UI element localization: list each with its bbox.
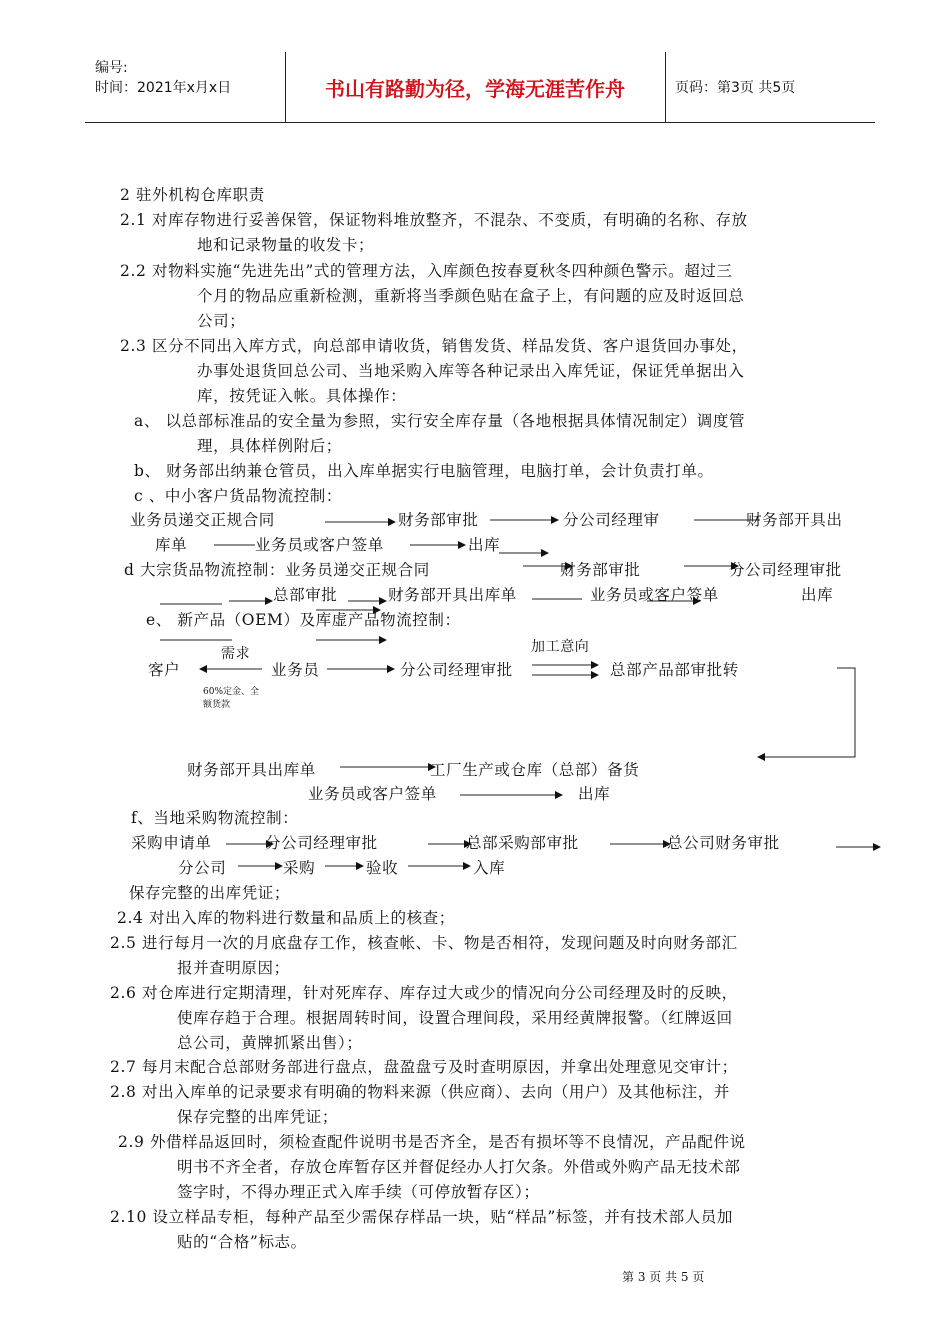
text-line: 2.2 对物料实施“先进先出”式的管理方法，入库颜色按春夏秋冬四种颜色警示。超过三 (120, 262, 733, 280)
flow-step: 总部审批 (273, 586, 338, 604)
flow-step: 财务部审批 (398, 511, 479, 529)
flow-step: 业务员或客户签单 (590, 586, 719, 604)
flow-step: 总公司财务审批 (667, 834, 780, 852)
text-line: 2.10 设立样品专柜，每种产品至少需保存样品一块，贴“样品”标签，并有技术部人员加 (110, 1208, 733, 1226)
text-line: 2.7 每月末配合总部财务部进行盘点，盘盈盘亏及时查明原因，并拿出处理意见交审计； (110, 1058, 738, 1076)
text-line: b、 财务部出纳兼仓管员，出入库单据实行电脑管理，电脑打单，会计负责打单。 (134, 462, 714, 480)
text-line: 地和记录物量的收发卡； (197, 236, 375, 254)
text-line: 库，按凭证入帐。具体操作： (197, 387, 407, 405)
text-line: 明书不齐全者，存放仓库暂存区并督促经办人打欠条。外借或外购产品无技术部 (177, 1158, 741, 1176)
header-page-info: 页码：第3页 共5页 (675, 80, 796, 96)
flow-connector (758, 668, 855, 757)
flow-step: 业务员或客户签单 (308, 785, 437, 803)
text-line: 2.1 对库存物进行妥善保管，保证物料堆放整齐，不混杂、不变质，有明确的名称、存放 (120, 211, 748, 229)
text-line: 公司； (197, 312, 246, 330)
text-line: e、 新产品（OEM）及库虚产品物流控制： (146, 611, 461, 629)
header-motto: 书山有路勤为径，学海无涯苦作舟 (325, 76, 625, 101)
flow-step: 客户 (148, 661, 181, 679)
flow-step: 分公司经理审批 (729, 561, 842, 579)
arrow-label: 加工意向 (531, 639, 590, 655)
text-line: 2.6 对仓库进行定期清理，针对死库存、库存过大或少的情况向分公司经理及时的反映， (110, 984, 738, 1002)
flow-step: 财务部审批 (560, 561, 641, 579)
text-line: 报并查明原因； (177, 959, 290, 977)
flow-step: 采购申请单 (131, 834, 212, 852)
arrow-label: 需求 (221, 646, 251, 662)
flow-step: 分公司经理审批 (265, 834, 378, 852)
text-line: c 、中小客户货品物流控制： (134, 487, 343, 505)
flow-step: 业务员递交正规合同 (130, 511, 275, 529)
flow-step: 工厂生产或仓库（总部）备货 (430, 761, 640, 779)
flow-step: 分公司 (178, 859, 227, 877)
text-line: f、当地采购物流控制： (131, 809, 299, 827)
flow-step: 总部产品部审批转 (610, 661, 739, 679)
flow-step: 财务部开具出库单 (187, 761, 316, 779)
flow-step: 财务部开具出库单 (388, 586, 517, 604)
text-line: 2.8 对出入库单的记录要求有明确的物料来源（供应商）、去向（用户）及其他标注，并 (110, 1083, 730, 1101)
page-footer: 第 3 页 共 5 页 (622, 1270, 705, 1284)
text-line: 使库存趋于合理。根据周转时间，设置合理间段，采用经黄牌报警。（红牌返回 (177, 1009, 733, 1027)
text-line: 2.3 区分不同出入库方式，向总部申请收货，销售发货、样品发货、客户退货回办事处， (120, 337, 748, 355)
flow-step: 出库 (468, 536, 501, 554)
arrow-note: 60%定金、全 (203, 687, 260, 697)
text-line: 2.4 对出入库的物料进行数量和品质上的核查； (117, 909, 455, 927)
section-heading: 2 驻外机构仓库职责 (120, 186, 265, 204)
flow-step: 出库 (578, 785, 611, 803)
flow-step: d 大宗货品物流控制：业务员递交正规合同 (124, 561, 430, 579)
flow-step: 库单 (155, 536, 188, 554)
text-line: 总公司，黄牌抓紧出售）； (177, 1034, 363, 1052)
text-line: 贴的“合格”标志。 (177, 1233, 307, 1251)
flow-step: 业务员或客户签单 (255, 536, 384, 554)
text-line: 保存完整的出库凭证； (177, 1108, 339, 1126)
flow-step: 分公司经理审 (563, 511, 660, 529)
arrow-note: 额货款 (203, 700, 231, 710)
text-line: 2.9 外借样品返回时，须检查配件说明书是否齐全，是否有损坏等不良情况，产品配件说 (118, 1133, 746, 1151)
text-line: 2.5 进行每月一次的月底盘存工作，核查帐、卡、物是否相符，发现问题及时向财务部汇 (110, 934, 738, 952)
flow-step: 入库 (473, 859, 506, 877)
document-number-label: 编号: (95, 60, 128, 76)
text-line: a、 以总部标准品的安全量为参照，实行安全库存量（各地根据具体情况制定）调度管 (134, 412, 746, 430)
flow-step: 采购 (283, 859, 316, 877)
text-line: 保存完整的出库凭证； (129, 884, 291, 902)
flow-step: 验收 (366, 859, 399, 877)
flow-step: 分公司经理审批 (400, 661, 513, 679)
text-line: 签字时，不得办理正式入库手续（可停放暂存区）； (177, 1183, 540, 1201)
flow-step: 总部采购部审批 (466, 834, 579, 852)
flow-step: 出库 (801, 586, 834, 604)
text-line: 个月的物品应重新检测，重新将当季颜色贴在盒子上，有问题的应及时返回总 (197, 287, 745, 305)
text-line: 办事处退货回总公司、当地采购入库等各种记录出入库凭证，保证凭单据出入 (197, 362, 745, 380)
flow-step: 业务员 (271, 661, 320, 679)
document-time-label: 时间：2021年x月x日 (95, 80, 232, 96)
flow-step: 财务部开具出 (746, 511, 843, 529)
text-line: 理，具体样例附后； (197, 437, 342, 455)
